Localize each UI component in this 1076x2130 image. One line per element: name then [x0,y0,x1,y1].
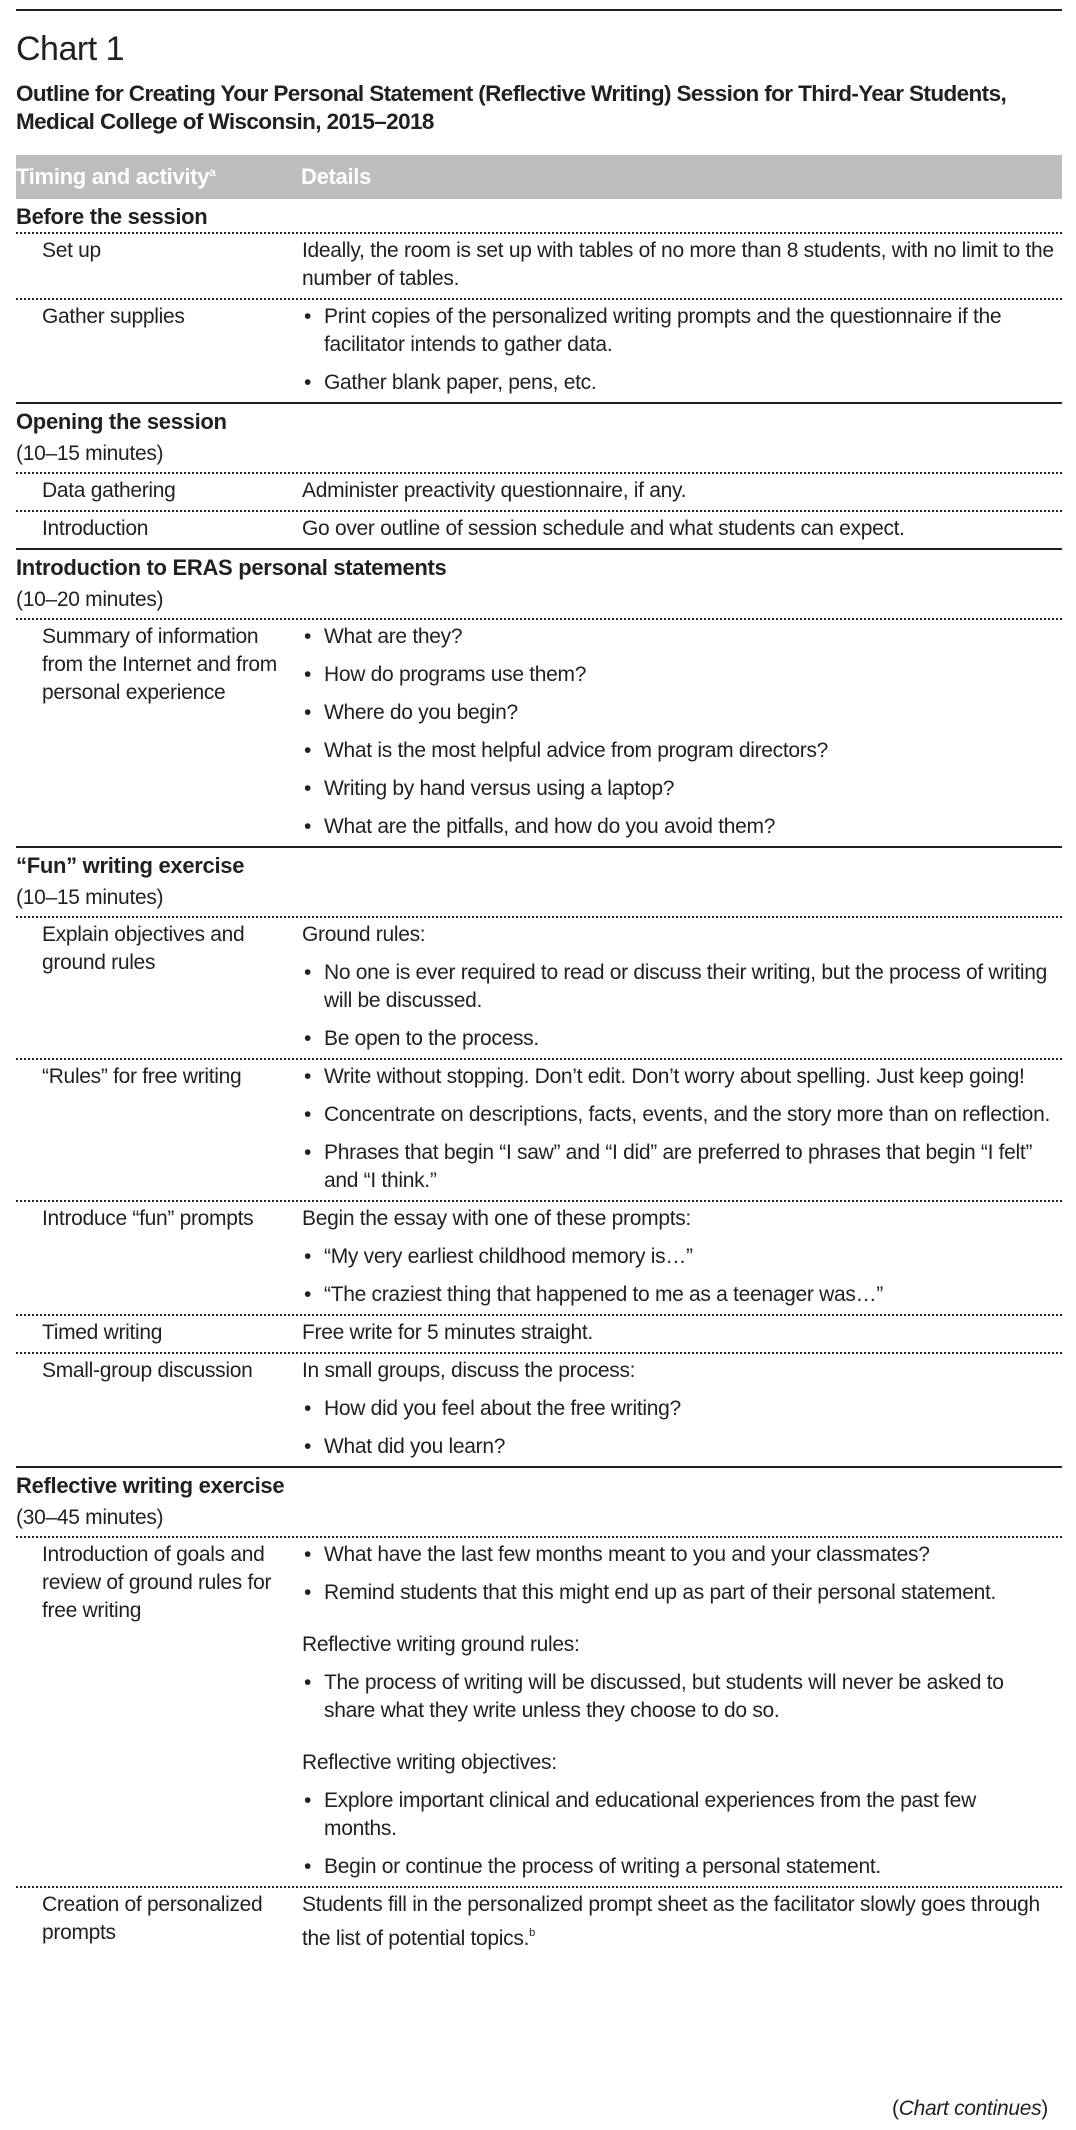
table-body [16,199,1062,1958]
details-cell [302,1205,1062,1309]
section-title: Before the session [16,204,208,229]
table-header [16,155,1062,199]
bullet-list [302,1395,1054,1461]
list-item: • What have the last few months meant to you and your classmates? [302,1541,1054,1569]
activity-cell: Timed writing [42,1321,163,1344]
section-title: “Fun” writing exercise [16,853,245,878]
bullet-list [302,623,1054,841]
details-cell [302,237,1062,293]
activity-cell: Creation of personalized prompts [42,1893,263,1944]
list-item: • Write without stopping. Don’t edit. Don’t worry about spelling. Just keep going! [302,1063,1054,1091]
bullet-icon: • [304,1141,312,1164]
list-item: • Concentrate on descriptions, facts, events, and the story more than on reflection. [302,1101,1054,1129]
activity-cell: Gather supplies [42,305,185,328]
bullet-icon: • [304,1789,312,1812]
activity-cell: Explain objectives and ground rules [42,923,245,974]
list-item: • What is the most helpful advice from program directors? [302,737,1054,765]
list-item: • Gather blank paper, pens, etc. [302,369,1054,397]
column-header-activity: Timing and activity$^a$ [16,164,216,189]
list-item: • Print copies of the personalized writing prompts and the questionnaire if the facilitator intends to gather data. [304,305,1002,356]
table-row [16,510,1062,548]
bullet-icon: • [304,1671,312,1694]
bullet-icon: • [304,815,312,838]
bullet-icon: • [304,371,312,394]
section-duration: (10–15 minutes) [16,442,164,465]
bullet-list [302,959,1054,1053]
bullet-icon: • [304,1027,312,1050]
list-item: • Where do you begin? [302,699,1054,727]
details-text: Ideally, the room is set up with tables of no more than 8 students, with no limit to the number of tables. [302,239,1054,290]
bullet-icon: • [304,1245,312,1268]
chart-continues-note: (Chart continues) [892,2097,1048,2120]
list-item: • What are the pitfalls, and how do you avoid them? [302,813,1054,841]
section-title: Opening the session [16,409,227,434]
bullet-icon: • [304,777,312,800]
list-item: • How did you feel about the free writing? [302,1395,1054,1423]
outline-table [16,155,1062,1958]
bullet-icon: • [304,1855,312,1878]
table-row [16,1352,1062,1466]
section [16,1466,1062,1958]
list-item: • How do programs use them? [302,661,1054,689]
chart-title: Outline for Creating Your Personal Statement (Reflective Writing) Session for Third-Year Students, Medical College of Wisconsin, 2015–2018 [16,81,1007,134]
bullet-list [302,1243,1054,1309]
chart-label: Chart 1 [16,30,124,68]
bullet-icon: • [304,1283,312,1306]
details-cell [302,477,1062,505]
activity-cell: Data gathering [42,479,176,502]
section [16,548,1062,846]
activity-cell: Introduction of goals and review of ground rules for free writing [42,1543,272,1622]
bullet-icon: • [304,1581,312,1604]
section-duration: (10–20 minutes) [16,588,164,611]
list-item: • Explore important clinical and educational experiences from the past few months. [304,1789,976,1840]
bullet-icon: • [304,1103,312,1126]
table-row [16,1886,1062,1958]
table-row [16,1200,1062,1314]
bullet-icon: • [304,305,312,328]
list-item: • Remind students that this might end up as part of their personal statement. [302,1579,1054,1607]
activity-cell: Introduction [42,517,149,540]
details-text: In small groups, discuss the process: [302,1359,636,1382]
details-cell [302,921,1062,1053]
bullet-icon: • [304,1435,312,1458]
details-cell [302,515,1062,543]
details-cell [302,1357,1062,1461]
list-item: • “My very earliest childhood memory is…” [302,1243,1054,1271]
section [16,846,1062,1466]
details-cell [302,1319,1062,1347]
details-text: Reflective writing ground rules: [302,1633,580,1656]
details-text: Administer preactivity questionnaire, if any. [302,479,687,502]
activity-cell: Set up [42,239,101,262]
details-cell [302,623,1062,841]
details-text: Free write for 5 minutes straight. [302,1321,593,1344]
bullet-icon: • [304,739,312,762]
section [16,199,1062,402]
list-item: • Writing by hand versus using a laptop? [302,775,1054,803]
bullet-icon: • [304,1543,312,1566]
activity-cell: Small-group discussion [42,1359,253,1382]
column-header-details: Details [301,164,372,189]
table-row [16,916,1062,1058]
bullet-icon: • [304,961,312,984]
bullet-list [302,1787,1054,1881]
details-text: Reflective writing objectives: [302,1751,557,1774]
section-title: Reflective writing exercise [16,1473,285,1498]
details-cell [302,303,1062,397]
activity-cell: Summary of information from the Internet and from personal experience [42,625,277,704]
table-row [16,618,1062,846]
bullet-icon: • [304,1065,312,1088]
details-text: Students fill in the personalized prompt sheet as the facilitator slowly goes through the list of potential topics.$^b$ [302,1893,1040,1950]
bullet-list [302,1063,1054,1195]
bullet-icon: • [304,701,312,724]
bullet-icon: • [304,1397,312,1420]
details-text: Begin the essay with one of these prompts: [302,1207,691,1230]
list-item: • The process of writing will be discussed, but students will never be asked to share what they write unless they choose to do so. [304,1671,1004,1722]
section-duration: (30–45 minutes) [16,1506,164,1529]
section-duration: (10–15 minutes) [16,886,164,909]
details-text: Ground rules: [302,923,426,946]
list-item: • Phrases that begin “I saw” and “I did” are preferred to phrases that begin “I felt” and “I think.” [304,1141,1033,1192]
table-row [16,1314,1062,1352]
section [16,402,1062,548]
list-item: • “The craziest thing that happened to me as a teenager was…” [302,1281,1054,1309]
bullet-list [302,1541,1054,1607]
table-row [16,472,1062,510]
table-row [16,1536,1062,1886]
table-row [16,298,1062,402]
list-item: • What did you learn? [302,1433,1054,1461]
details-cell [302,1541,1062,1881]
top-rule [16,9,1062,11]
list-item: • What are they? [302,623,1054,651]
activity-cell: “Rules” for free writing [42,1065,242,1088]
list-item: • Begin or continue the process of writing a personal statement. [302,1853,1054,1881]
footnote-marker: a [209,165,216,179]
details-cell [302,1891,1062,1953]
list-item: • Be open to the process. [302,1025,1054,1053]
details-cell [302,1063,1062,1195]
details-text: Go over outline of session schedule and what students can expect. [302,517,905,540]
section-title: Introduction to ERAS personal statements [16,555,447,580]
bullet-list [302,1669,1054,1725]
bullet-list [302,303,1054,397]
table-row [16,232,1062,298]
footnote-marker: b [529,1927,535,1939]
table-row [16,1058,1062,1200]
bullet-icon: • [304,625,312,648]
activity-cell: Introduce “fun” prompts [42,1207,254,1230]
list-item: • No one is ever required to read or discuss their writing, but the process of writing will be discussed. [304,961,1047,1012]
bullet-icon: • [304,663,312,686]
